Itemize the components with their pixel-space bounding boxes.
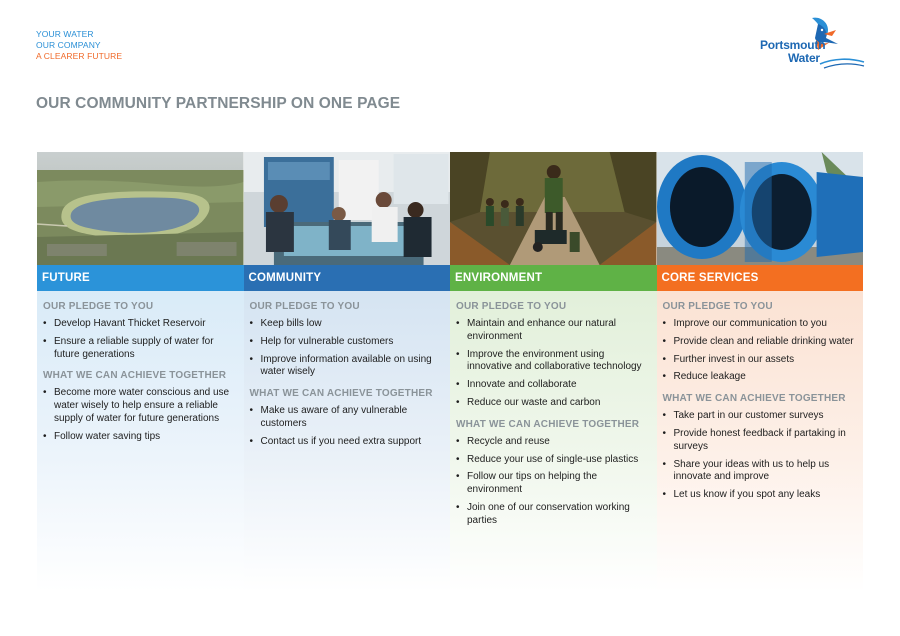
column-environment <box>450 152 657 592</box>
list-item: • Follow water saving tips <box>43 431 238 444</box>
achieve-title-community: WHAT WE CAN ACHIEVE TOGETHER <box>249 388 433 400</box>
list-item: • Become more water conscious and use water wisely to help ensure a reliable supply of water for future generations <box>43 387 238 425</box>
list-item: • Take part in our customer surveys <box>663 410 858 423</box>
column-body-environment <box>450 291 657 592</box>
tagline <box>36 29 122 62</box>
pledge-columns <box>37 152 863 592</box>
list-item: • Improve the environment using innovative and collaborative technology <box>456 349 651 375</box>
list-item: • Improve our communication to you <box>663 318 858 331</box>
list-item: • Reduce our waste and carbon <box>456 397 651 410</box>
list-item: • Share your ideas with us to help us innovate and improve <box>663 459 858 485</box>
list-item: • Develop Havant Thicket Reservoir <box>43 318 238 331</box>
list-item: • Improve information available on using water wisely <box>250 354 445 380</box>
list-item: • Maintain and enhance our natural environment <box>456 318 651 344</box>
tagline-line-2: OUR COMPANY <box>36 40 101 50</box>
pledge-title-environment: OUR PLEDGE TO YOU <box>456 301 567 312</box>
community-event-photo <box>244 152 451 265</box>
list-item: • Join one of our conservation working parties <box>456 502 651 528</box>
list-item: • Recycle and reuse <box>456 436 651 449</box>
achieve-title-future: WHAT WE CAN ACHIEVE TOGETHER <box>43 370 227 382</box>
pledge-title-core-services: OUR PLEDGE TO YOU <box>662 301 773 312</box>
list-item: • Help for vulnerable customers <box>250 336 445 349</box>
list-item: • Innovate and collaborate <box>456 379 651 392</box>
woodland-volunteers-photo <box>450 152 657 265</box>
logo-word-water: Water <box>788 51 820 65</box>
achieve-list-community <box>250 405 445 448</box>
list-item: • Let us know if you spot any leaks <box>663 489 858 502</box>
column-heading-future: FUTURE <box>37 265 244 291</box>
column-heading-community: COMMUNITY <box>244 265 451 291</box>
column-core-services <box>657 152 864 592</box>
list-item: • Reduce your use of single-use plastics <box>456 454 651 467</box>
column-community <box>244 152 451 592</box>
water-pipes-photo <box>657 152 864 265</box>
pledge-list-core-services <box>663 318 858 384</box>
list-item: • Provide honest feedback if partaking in surveys <box>663 428 858 454</box>
list-item: • Keep bills low <box>250 318 445 331</box>
portsmouth-water-logo <box>758 14 868 74</box>
list-item: • Further invest in our assets <box>663 354 858 367</box>
column-heading-environment: ENVIRONMENT <box>450 265 657 291</box>
page-title: OUR COMMUNITY PARTNERSHIP ON ONE PAGE <box>36 95 401 112</box>
column-body-community <box>244 291 451 592</box>
column-future <box>37 152 244 592</box>
list-item: • Reduce leakage <box>663 371 858 384</box>
tagline-line-3: A CLEARER FUTURE <box>36 51 123 61</box>
achieve-title-environment: WHAT WE CAN ACHIEVE TOGETHER <box>456 418 640 430</box>
pledge-title-future: OUR PLEDGE TO YOU <box>43 301 154 312</box>
pledge-list-future <box>43 318 238 361</box>
list-item: • Make us aware of any vulnerable customers <box>250 405 445 431</box>
pledge-list-community <box>250 318 445 379</box>
logo-word-portsmouth: Portsmouth <box>760 38 826 52</box>
achieve-list-future <box>43 387 238 443</box>
pledge-list-environment <box>456 318 651 410</box>
pledge-title-community: OUR PLEDGE TO YOU <box>249 301 360 312</box>
column-heading-core-services: CORE SERVICES <box>657 265 864 291</box>
column-body-future <box>37 291 244 592</box>
column-body-core-services <box>657 291 864 592</box>
achieve-list-core-services <box>663 410 858 502</box>
achieve-title-core-services: WHAT WE CAN ACHIEVE TOGETHER <box>662 393 846 405</box>
list-item: • Follow our tips on helping the environment <box>456 471 651 497</box>
reservoir-aerial-photo <box>37 152 244 265</box>
list-item: • Provide clean and reliable drinking water <box>663 336 858 349</box>
achieve-list-environment <box>456 436 651 528</box>
tagline-line-1: YOUR WATER <box>36 29 94 39</box>
list-item: • Ensure a reliable supply of water for future generations <box>43 336 238 362</box>
list-item: • Contact us if you need extra support <box>250 436 445 449</box>
